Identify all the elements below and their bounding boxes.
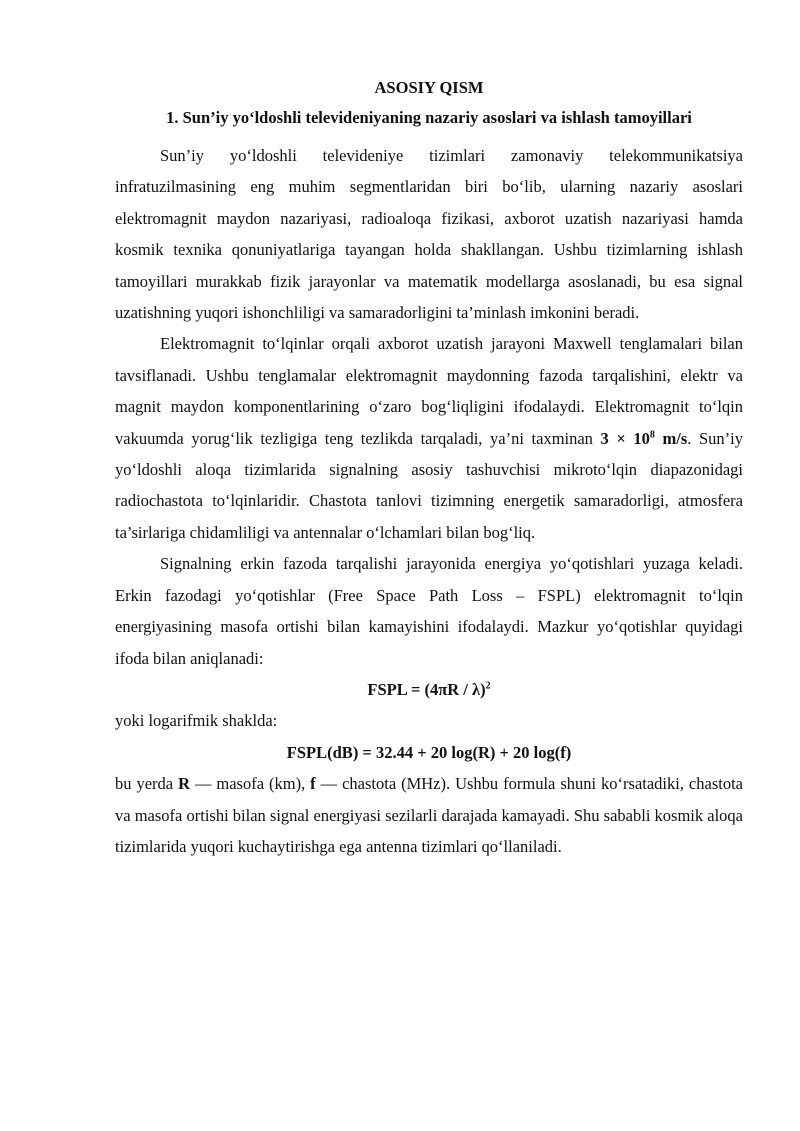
document-body: [115, 140, 743, 862]
paragraph-maxwell: [115, 328, 743, 548]
log-form-intro: yoki logarifmik shaklda:: [115, 711, 278, 731]
symbol-r: R: [178, 774, 190, 794]
paragraph-maxwell-text-cont: . Sun’iy yo‘ldoshli aloqa tizimlarida signalning asosiy tashuvchisi mikroto‘lqin diapazonidagi radiochastota to‘lqinlaridir. Chastota tanlovi tizimning energetik samaradorligi, atmosfera ta’sirlariga chidamliligi va antennalar o‘lchamlari bilan bog‘liq.: [115, 428, 743, 542]
paragraph-theory: Sun’iy yo‘ldoshli televideniye tizimlari zamonaviy telekommunikatsiya infratuzilmasining eng muhim segmentlaridan biri bo‘lib, ularning nazariy asoslari elektromagnit maydon nazariyasi, radioaloqa fizikasi, axborot uzatish nazariyasi hamda kosmik texnika qonuniyatlariga tayangan holda shakllangan. Ushbu tizimlarning ishlash tamoyillari murakkab fizik jarayonlar va matematik modellarga asoslanadi, bu esa signal uzatishning yuqori ishonchliligi va samaradorligini ta’minlash imkonini beradi.: [115, 146, 743, 323]
section-title: 1. Sun’iy yo‘ldoshli televideniyaning nazariy asoslari va ishlash tamoyillari: [166, 108, 692, 127]
paragraph-maxwell-text: Elektromagnit to‘lqinlar orqali axborot uzatish jarayoni Maxwell tenglamalari bilan tavsiflanadi. Ushbu tenglamalar elektromagnit maydonning fazoda tarqalishini, elektr va magnit maydon komponentlarining o‘zaro bog‘liqligini ifodalaydi. Elektromagnit to‘lqin vakuumda yorug‘lik tezligiga teng tezlikda tarqaladi, ya’ni taxminan: [115, 334, 743, 448]
paragraph-fspl: Signalning erkin fazoda tarqalishi jarayonida energiya yo‘qotishlari yuzaga keladi. Erkin fazodagi yo‘qotishlar (Free Space Path Loss – FSPL) elektromagnit to‘lqin energiyasining masofa ortishi bilan kamayishini ifodalaydi. Mazkur yo‘qotishlar quyidagi ifoda bilan aniqlanadi:: [115, 554, 743, 668]
formula-fspl-db: FSPL(dB) = 32.44 + 20 log(R) + 20 log(f): [286, 742, 572, 762]
formula-fspl: FSPL = (4πR / λ)$^2$: [367, 679, 491, 699]
light-speed-value: $3 \times 10^8$ m/s: [600, 428, 688, 448]
symbol-f: f: [310, 774, 316, 794]
paragraph-explanation: bu yerda R — masofa (km), f — chastota (MHz). Ushbu formula shuni ko‘rsatadiki, chastota va masofa ortishi bilan signal energiyasi sezilarli darajada kamayadi. Shu sababli kosmik aloqa tizimlarida yuqori kuchaytirishga ega antenna tizimlari qo‘llaniladi.: [115, 774, 743, 856]
main-heading: ASOSIY QISM: [374, 78, 484, 97]
